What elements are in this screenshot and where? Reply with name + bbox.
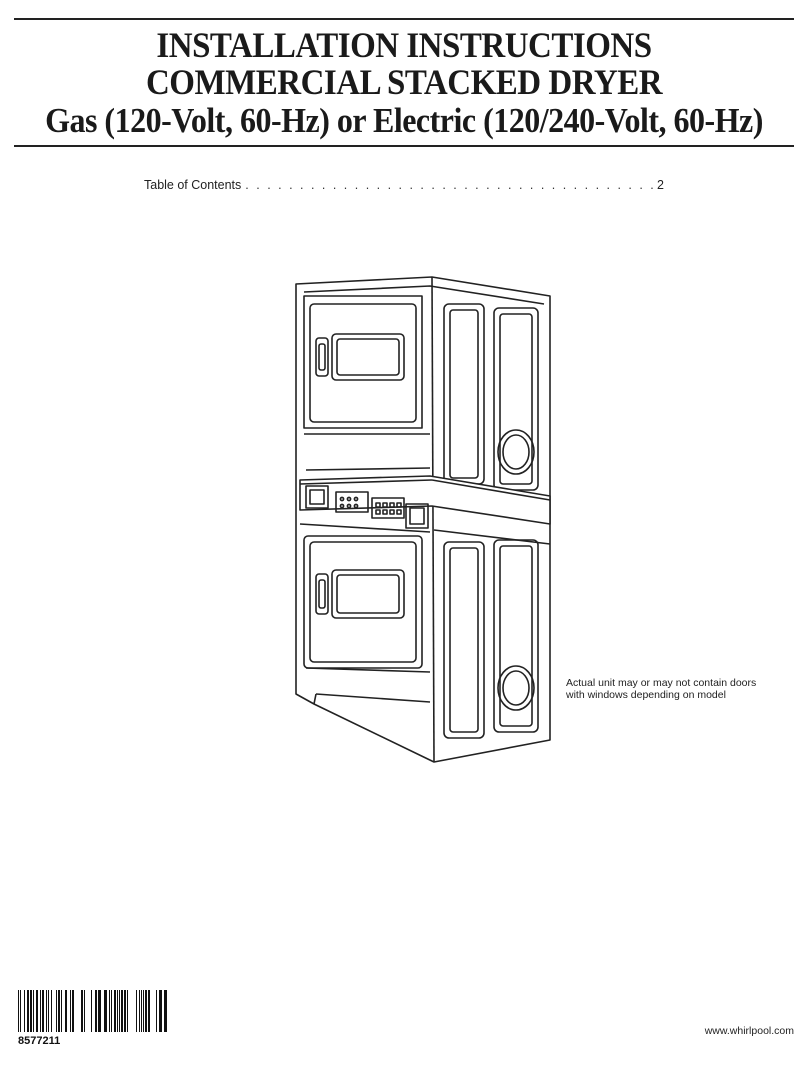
toc-leader-dots	[245, 178, 653, 192]
table-of-contents-entry[interactable]	[144, 178, 664, 192]
top-rule	[14, 18, 794, 20]
part-number: 8577211	[18, 1035, 61, 1047]
website-link[interactable]: www.whirlpool.com	[704, 1025, 794, 1037]
product-name: COMMERCIAL STACKED DRYER	[145, 63, 663, 103]
toc-page-number: 2	[657, 178, 664, 192]
barcode-icon	[18, 990, 168, 1032]
stacked-dryer-illustration	[294, 274, 556, 768]
page-title: INSTALLATION INSTRUCTIONS	[156, 26, 652, 66]
header-bottom-rule	[14, 145, 794, 147]
title-block	[0, 28, 808, 139]
product-specs: Gas (120-Volt, 60-Hz) or Electric (120/240-Volt, 60-Hz)	[45, 100, 763, 140]
toc-label: Table of Contents	[144, 178, 242, 192]
illustration-caption: Actual unit may or may not contain doors with windows depending on model	[566, 677, 757, 701]
